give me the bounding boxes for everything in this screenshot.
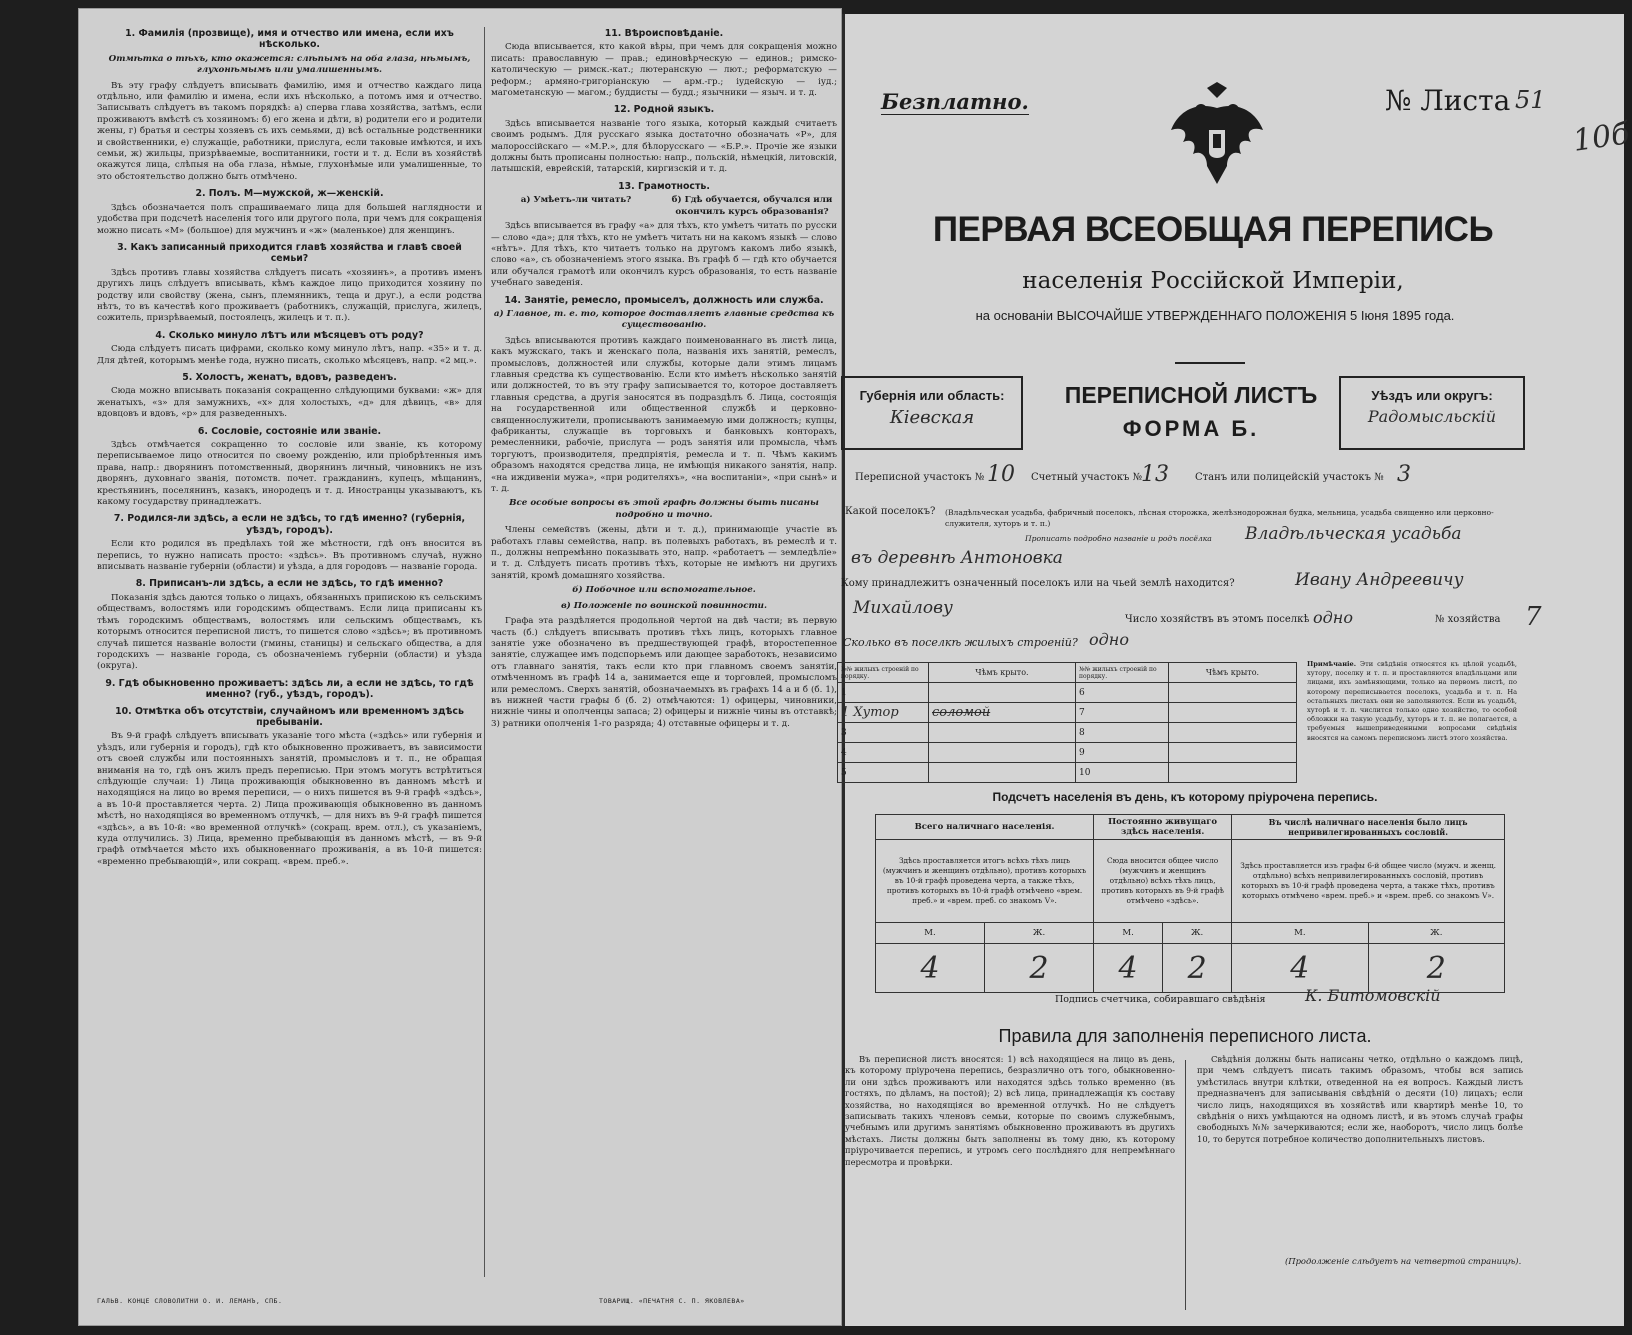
rule-heading: 11. Вѣроисповѣданіе. (604, 28, 724, 39)
guberniya-box (841, 376, 1023, 450)
margin-note: 10б (1570, 116, 1632, 159)
buildings-table-header (838, 663, 1297, 683)
buildings-header-1: №№ жилыхъ строеній по порядку. (838, 663, 929, 683)
building-number: 10 (1076, 763, 1169, 783)
rule-paragraph: Здѣсь вписываются противъ каждаго поименованнаго въ листѣ лица, какъ мужскаго, такъ и женскаго пола, названія ихъ занятій, ремеслъ, промысловъ, должностей или службы, которые дали этимъ лицамъ главныя средства къ существованію. Если кто имѣетъ нѣсколько занятій или должностей, то въ эту графу записывается то, которое доставляетъ главныя средства, а другія заносятся въ подраздѣлъ б. Лица, состоящія на государственной или общественной службѣ и церковно-священнослужители, прописываютъ занимаемую ими должность; купцы, фабриканты, служащіе въ торговыхъ и банковыхъ конторахъ, ремесленники, рабочіе, прислуга — родъ занятія или промысла, чѣмъ торгуютъ, производителя, предпріятія, ремесла и т. п. Чѣмъ какимъ образомъ находятся средства лица, не имѣющія никакого занятія, напр. «на иждивеніи мужа», «при родителяхъ», «на воспитаніи», «при сынѣ» и т. д. (491, 335, 837, 495)
signature-label: Подпись счетчика, собиравшаго свѣдѣнія (1055, 994, 1266, 1005)
rule-heading: 9. Гдѣ обыкновенно проживаетъ: здѣсь ли, а если не здѣсь, то гдѣ именно? (губ., уѣздъ, городъ). (105, 677, 474, 701)
household-number-label: № хозяйства (1435, 614, 1501, 625)
settlement-hint-2: Прописать подробно названіе и родъ посёлка (1025, 534, 1212, 543)
count-permanent-male: 4 (1094, 944, 1163, 993)
double-headed-eagle-emblem (1167, 80, 1267, 192)
households-label: Число хозяйствъ въ этомъ поселкѣ (1125, 614, 1310, 625)
rule-subheading: Отмѣтка о тѣхъ, кто окажется: слѣпымъ на оба глаза, нѣмымъ, глухонѣмымъ или умалишеннымъ. (108, 53, 471, 76)
form-basis: на основаніи ВЫСОЧАЙШЕ УТВЕРЖДЕННАГО ПОЛОЖЕНІЯ 5 Іюня 1895 года. (975, 308, 1455, 323)
buildings-note (1307, 660, 1517, 743)
form-name: ФОРМА Б. (1122, 416, 1260, 441)
rule-heading: 12. Родной языкъ. (613, 104, 715, 116)
building-number: 9 (1076, 743, 1169, 763)
printer-imprint-right: ТОВАРИЩ. «ПЕЧАТНЯ С. П. ЯКОВЛЕВА» (599, 1297, 745, 1305)
rules-left-text: Въ переписной листъ вносятся: 1) всѣ находящіеся на лицо въ день, къ которому пріурочена перепись, безразлично отъ того, обыкновенно-ли они здѣсь проживаютъ или находятся здѣсь только временно (въ гостяхъ, по дѣламъ, на постой); 2) всѣ лица, принадлежащія къ составу хозяйства, но находящіяся во временной отлучкѣ. Но не слѣдуетъ записывать такихъ членовъ семьи, которые по своимъ служебнымъ, учебнымъ или другимъ занятіямъ обыкновенно проживаютъ въ другихъ мѣстахъ. Листы должны быть заполнены въ тому дню, къ которому пріурочивается перепись, и утромъ сего послѣдняго для непремѣннаго пересмотра и провѣрки. (845, 1054, 1175, 1167)
note-text: Эти свѣдѣнія относятся къ цѣлой усадьбѣ, хутору, поселку и т. п. и проставляются владѣльцами или лицами, ихъ замѣняющими, только на первомъ листѣ, по которому переписывается поселокъ, усадьба и т. п. На остальныхъ листахъ они не заполняются. Если въ усадьбѣ, хуторѣ и т. п. числится только одно хозяйство, то особой обложки на такую усадьбу, хуторъ и т. п. не полагается, а требуемыя вышеприведенными вопросами свѣдѣнія вносятся на самомъ переписномъ листѣ этого хозяйства. (1307, 660, 1517, 742)
sheet-number-value: 51 (1515, 86, 1546, 114)
census-form-page (841, 14, 1632, 1326)
buildings-value: одно (1089, 630, 1129, 649)
rule-subheading: а) Главное, т. е. то, которое доставляетъ главные средства къ существованію. (493, 308, 835, 331)
building-number: 6 (1076, 683, 1169, 703)
guberniya-value: Кіевская (889, 407, 975, 428)
sex-label: М. (1232, 923, 1368, 944)
settlement-hint: (Владѣльческая усадьба, фабричный поселокъ, лѣсная сторожка, желѣзнодорожная будка, мельница, усадьба священно или церковно-служителя, хуторъ и т. п.) (945, 508, 1494, 528)
rule-subheading: б) Побочное или вспомогательное. (572, 585, 756, 596)
building-number: 1 (838, 683, 929, 703)
count-district-value: 13 (1141, 462, 1169, 487)
sheet-number-label: № Листа (1385, 84, 1511, 117)
stan-value: 3 (1397, 462, 1411, 487)
rule-paragraph: Сюда можно вписывать показанія сокращенно слѣдующими буквами: «ж» для женатыхъ, «з» для замужнихъ, «х» для холостыхъ, «д» для дѣвицъ, «в» для вдовцовъ и вдовъ, «р» для разведенныхъ. (97, 386, 482, 420)
table-row (838, 703, 1297, 723)
building-number: 1 Хутор (838, 703, 929, 723)
census-district-value: 10 (987, 462, 1015, 487)
building-number: 4 (838, 743, 929, 763)
building-number: 3 (838, 723, 929, 743)
uezd-label: Уѣздъ или округъ: (1371, 388, 1493, 403)
buildings-header-2: Чѣмъ крыто. (929, 663, 1076, 683)
form-subtitle: населенія Россійской Имперіи, (1022, 268, 1404, 294)
guberniya-label: Губернія или область: (859, 388, 1005, 403)
free-label: Безплатно. (881, 89, 1029, 114)
note-title: Примѣчаніе. (1307, 660, 1357, 668)
rule-paragraph: Сюда вписывается, кто какой вѣры, при чемъ для сокращенія можно писать: православную — прав.; единовѣрческую — единов.; римско-католическую — римск.-кат.; лютеранскую — лют.; реформатскую — реформ.; армяно-григоріанскую — арм.-гр.; іудейскую — іуд.; магометанскую — магом.; буддисты — будд.; язычники — языч. и т. д. (491, 42, 837, 99)
count-present-male: 4 (876, 944, 985, 993)
population-summary-table (875, 814, 1505, 993)
rules-title: Правила для заполненія переписного листа. (998, 1026, 1372, 1046)
household-number-value: 7 (1525, 602, 1542, 632)
sex-label: Ж. (985, 923, 1094, 944)
rule-heading: 6. Сословіе, состояніе или званіе. (197, 425, 382, 437)
sex-label: М. (876, 923, 985, 944)
table-row (838, 723, 1297, 743)
summary-col3-head: Въ числѣ наличнаго населенія было лицъ непривилегированныхъ сословій. (1232, 815, 1505, 840)
settlement-value: Владѣльческая усадьба (1245, 524, 1462, 544)
rule-paragraph: Въ эту графу слѣдуетъ вписывать фамилію, имя и отчество каждаго лица отдѣльно, или фамилію и имена, если ихъ нѣсколько, а потомъ имя и отчество. Записывать слѣдуетъ въ такомъ порядкѣ: а) сперва глава хозяйства, затѣмъ, если проживаютъ вмѣстѣ съ хозяиномъ: б) его жена и дѣти, в) родители его и родители жены, г) братья и сестры хозяевъ съ ихъ семьями, д) всѣ остальные родственники и свойственники, е) служащіе, работники, прислуга, если таковые имѣются, и ихъ семьи, ж) жильцы, призрѣваемые, воспитанники, гости и т. д. Если въ хозяйствѣ окажутся лица, слѣпыя на оба глаза, нѣмые, глухонѣмые или умалишенные, то это обстоятельство должно быть отмѣчено. (97, 80, 482, 182)
owner-label: Кому принадлежитъ означенный поселокъ или на чьей землѣ находится? (841, 578, 1235, 589)
rule-subcolumns (491, 195, 837, 218)
building-number: 5 (838, 763, 929, 783)
rule-paragraph: Графа эта раздѣляется продольной чертой на двѣ части; въ первую часть (б.) слѣдуетъ вписывать противъ тѣхъ лицъ, которыхъ главное занятіе уже обозначено въ предшествующей графѣ, второстепенное занятіе, служащее имъ подспорьемъ или дающее заработокъ, независимо отъ главнаго занятія, такъ если кто при главномъ своемъ занятіи, отмѣченномъ въ графѣ 14 а, занимается еще и торговлей, промысломъ или ремесломъ. Сверхъ занятій, обозначаемыхъ въ графахъ 14 а и б (б. 1), въ нижней части графы б (б. 2) отмѣчаются: 1) офицеры, чиновники, нижніе чины и ополченцы запаса; 2) офицеры и нижніе чины въ отставкѣ; 3) ратники ополченія 1-го разряда; 4) отставные офицеры и т. д. (491, 616, 837, 729)
buildings-label: Сколько въ поселкѣ жилыхъ строеній? (843, 636, 1078, 649)
rule-subcolumn-label: а) Умѣетъ-ли читать? (520, 195, 632, 206)
summary-col3-desc: Здѣсь проставляется изъ графы 6-й общее число (мужч. и женщ. отдѣльно) всѣхъ непривилегированныхъ сословій, противъ которыхъ въ 10-й графѣ проведена черта, а также тѣхъ, противъ которыхъ отмѣчено «врем. преб.» и «врем. преб. со знакомъ V». (1232, 840, 1505, 923)
rule-paragraph: Въ 9-й графѣ слѣдуетъ вписывать указаніе того мѣста («здѣсь» или губернія и уѣздъ, или губернія и городъ), гдѣ кто обыкновенно проживаетъ, въ зависимости отъ своей службы или постоянныхъ занятій, промысловъ и т. п., не обращая вниманія на то, гдѣ онъ жилъ предъ переписью. При этомъ могутъ встрѣтиться слѣдующіе случаи: 1) Лица проживающія обыкновенно въ данномъ мѣстѣ и находящіяся на лицо во время переписи, — о нихъ пишется въ 9-й графѣ «здѣсь», а въ 10-й проставляется черта. 2) Лица проживающія обыкновенно въ данномъ мѣстѣ, но находящіяся во временномъ отлучкѣ, — для нихъ въ 9-й графѣ пишется «здѣсь», а въ 10-й: «во временной отлучкѣ» (сокращ. врем. отл.), съ указаніемъ, куда отлучились. 3) Лица, временно пребывающія въ данномъ мѣстѣ, — въ 9-й графѣ отмѣчается мѣсто ихъ обыкновеннаго проживанія, а въ 10-й пишется: «временно пребывающій», или сокращ. «врем. преб.». (97, 731, 482, 867)
building-number: 8 (1076, 723, 1169, 743)
form-title: ПЕРВАЯ ВСЕОБЩАЯ ПЕРЕПИСЬ (932, 210, 1494, 249)
settlement-value-2: въ деревнѣ Антоновка (851, 548, 1063, 568)
rule-paragraph: Здѣсь вписывается названіе того языка, который каждый считаетъ своимъ родымъ. Для русскаго языка достаточно обозначать «Р», для малороссійскаго — «М.Р.», для бѣлорусскаго — «Б.Р.». Прочіе же языки должны быть прописаны полностью: напр., польскій, нѣмецкій, литовскій, латышскій, еврейскій, татарскій, киргизскій и т. д. (491, 118, 837, 175)
rules-right-text: Свѣдѣнія должны быть написаны четко, отдѣльно о каждомъ лицѣ, при чемъ слѣдуетъ писать такимъ образомъ, чтобы вся запись умѣстилась внутри клѣтки, отведенной на ея вопросъ. Каждый листъ предназначенъ для записыванія свѣдѣній о десяти (10) лицахъ; если число лицъ, находящихся въ хозяйствѣ или квартирѣ менѣе 10, то свѣдѣнія о нихъ умѣщаются на одномъ листѣ, и въ этомъ случаѣ графы свободныхъ №№ зачеркиваются; если же, наоборотъ, число лицъ болѣе 10, то берутся потребное количество дополнительныхъ листовъ. (1197, 1054, 1523, 1144)
rule-paragraph: Здѣсь противъ главы хозяйства слѣдуетъ писать «хозяинъ», а противъ именъ другихъ лицъ слѣдуетъ вписывать, кѣмъ каждое лицо приходится хозяину по родству или свойству (жена, сынъ, племянникъ, теща и друг.), а если родства нѣтъ, то въ качествѣ кого проживаетъ (работникъ, служащій, прислуга, жилецъ, сожитель, призрѣваемый, постоялецъ, жилецъ и т. п.). (97, 267, 482, 324)
rule-heading: 4. Сколько минуло лѣтъ или мѣсяцевъ отъ роду? (155, 329, 424, 341)
rule-heading: 14. Занятіе, ремесло, промыселъ, должность или служба. (504, 294, 824, 306)
left-page-instructions (78, 8, 842, 1326)
building-roof-value: соломой (929, 703, 1076, 723)
sheet-title: ПЕРЕПИСНОЙ ЛИСТЪ (1064, 382, 1318, 408)
count-present-female: 2 (985, 944, 1094, 993)
buildings-header-4: Чѣмъ крыто. (1169, 663, 1297, 683)
rule-heading: 7. Родился-ли здѣсь, а если не здѣсь, то гдѣ именно? (губернія, уѣздъ, городъ). (113, 513, 466, 536)
summary-title: Подсчетъ населенія въ день, къ которому пріурочена перепись. (992, 790, 1378, 804)
rules-divider (1185, 1060, 1186, 1310)
rule-heading: 8. Приписанъ-ли здѣсь, а если не здѣсь, то гдѣ именно? (135, 578, 444, 590)
rule-subcolumn-label: б) Гдѣ обучается, обучался или окончилъ курсъ образованія? (671, 195, 833, 217)
households-value: одно (1313, 608, 1353, 627)
census-district-label: Переписной участокъ № (855, 472, 985, 483)
column-divider (484, 27, 485, 1277)
summary-col1-head: Всего наличнаго населенія. (876, 815, 1094, 840)
uezd-box (1339, 376, 1525, 450)
uezd-value: Радомысльскій (1367, 407, 1497, 426)
stan-label: Станъ или полицейскій участокъ № (1195, 472, 1384, 483)
count-nonprivileged-female: 2 (1368, 944, 1504, 993)
rule-heading: 10. Отмѣтка объ отсутствіи, случайномъ или временномъ здѣсь пребываніи. (115, 705, 464, 728)
sex-label: М. (1094, 923, 1163, 944)
rule-heading: 5. Холостъ, женатъ, вдовъ, разведенъ. (182, 371, 397, 383)
summary-col2-head: Постоянно живущаго здѣсь населенія. (1094, 815, 1232, 840)
sex-label: Ж. (1163, 923, 1232, 944)
table-row (838, 743, 1297, 763)
summary-col2-desc: Сюда вносится общее число (мужчинъ и женщинъ отдѣльно) всѣхъ тѣхъ лицъ, противъ которыхъ въ 9-й графѣ отмѣчено «здѣсь». (1094, 840, 1232, 923)
rule-heading: 3. Какъ записанный приходится главѣ хозяйства и главѣ своей семьи? (117, 241, 462, 265)
rule-paragraph: Если кто родился въ предѣлахъ той же мѣстности, гдѣ онъ вносится въ перепись, то нужно написать просто: «здѣсь». Въ противномъ случаѣ, нужно вписывать названіе губерніи (области) и уѣзда, а для городовъ — названіе города. (97, 539, 482, 573)
table-row (838, 683, 1297, 703)
rule-heading: 13. Грамотность. (618, 180, 710, 192)
owner-value: Ивану Андреевичу (1295, 570, 1464, 590)
count-permanent-female: 2 (1163, 944, 1232, 993)
rule-heading: 2. Полъ. М—мужской, ж—женскій. (195, 188, 384, 200)
printer-imprint-left: ГАЛЬВ. КОНЦЕ СЛОВОЛИТНИ О. И. ЛЕМАНЪ, СПБ. (97, 1297, 283, 1305)
rule-paragraph: Члены семействъ (жены, дѣти и т. д.), принимающіе участіе въ работахъ главы семейства, напр. въ полевыхъ работахъ, въ ремеслѣ и т. п., должны непремѣнно показывать это, напр. «работаетъ — земледѣліе» и т. д. Слѣдуетъ писать противъ тѣхъ, которые не имѣютъ ни другихъ занятій, кромѣ домашняго хозяйства. (491, 525, 837, 581)
instructions-column-b (491, 23, 837, 1268)
rule-subheading: Все особые вопросы въ этой графѣ должны быть писаны подробно и точно. (509, 498, 819, 520)
rule-subheading: в) Положеніе по воинской повинности. (560, 600, 768, 611)
table-row (838, 763, 1297, 783)
settlement-label: Какой поселокъ? (845, 506, 936, 517)
signature-value: К. Битомовскій (1305, 986, 1441, 1005)
rule-paragraph: Здѣсь обозначается полъ спрашиваемаго лица для большей наглядности и удобства при подсчетѣ населенія того или другого пола, при чемъ для сокращенія можно писать «М» (большое) для мужчинъ и «ж» (маленькое) для женщинъ. (97, 202, 482, 236)
building-number: 7 (1076, 703, 1169, 723)
continued-note: (Продолженіе слѣдуетъ на четвертой страницѣ). (1285, 1256, 1522, 1266)
summary-col1-desc: Здѣсь проставляется итогъ всѣхъ тѣхъ лицъ (мужчинъ и женщинъ отдѣльно), противъ которыхъ въ 10-й графѣ проведена черта, а также тѣхъ, противъ которыхъ въ 10-й графѣ отмѣчено «врем. преб.» и «врем. преб. со знакомъ V». (876, 840, 1094, 923)
rule-paragraph: Здѣсь вписывается въ графу «а» для тѣхъ, кто умѣетъ читать по русски — слово «да»; для тѣхъ, кто не умѣетъ читать ни на какомъ языкѣ — слово «нѣтъ». Для тѣхъ, кто читаетъ только на другомъ какомъ либо языкѣ, слово «а», съ обозначеніемъ этого языка. Въ графѣ б — гдѣ кто обучается или обучался грамотѣ или окончилъ курсъ образованія, то есть названіе учебнаго заведенія. (491, 221, 837, 289)
rule-paragraph: Здѣсь отмѣчается сокращенно то сословіе или званіе, къ которому переписываемое лицо относится по своему рожденію, или пріобрѣтенныя имъ права, напр.: дворянинъ потомственный, дворянинъ личный, чиновникъ не изъ дворянъ, духовнаго званія, потомств. почет. гражданинъ, купецъ, мѣщанинъ, крестьянинъ, поселянинъ, казакъ, инородецъ и т. д. Иностранцы указываютъ, къ какому государству принадлежатъ. (97, 440, 482, 508)
count-nonprivileged-male: 4 (1232, 944, 1368, 993)
rule-paragraph: Показанія здѣсь даются только о лицахъ, обязанныхъ припискою къ сельскимъ обществамъ, волостямъ или городскимъ обществамъ. Если лица приписаны къ тѣмъ городскимъ обществамъ, волостямъ или сельскимъ обществамъ, къ которымъ относится переписной листъ, то пишется слово «здѣсь»; въ противномъ случаѣ пишется названіе волости (гмины, станицы) и сельскаго общества, а для городскихъ — названіе города, съ обозначеніемъ губерніи (области) и уѣзда (округа). (97, 592, 482, 672)
owner-value-2: Михайлову (853, 598, 953, 618)
buildings-table (837, 662, 1297, 783)
count-district-label: Счетный участокъ № (1031, 472, 1143, 483)
instructions-column-a (97, 23, 482, 1268)
title-rule (1175, 362, 1245, 364)
rule-heading: 1. Фамилія (прозвище), имя и отчество или имена, если ихъ нѣсколько. (125, 28, 454, 51)
sex-label: Ж. (1368, 923, 1504, 944)
rule-paragraph: Сюда слѣдуетъ писать цифрами, сколько кому минуло лѣтъ, напр. «35» и т. д. Для дѣтей, которымъ менѣе года, нужно писать, сколько мѣсяцевъ, напр. «2 мц.». (97, 344, 482, 366)
buildings-header-3: №№ жилыхъ строеній по порядку. (1076, 663, 1169, 683)
